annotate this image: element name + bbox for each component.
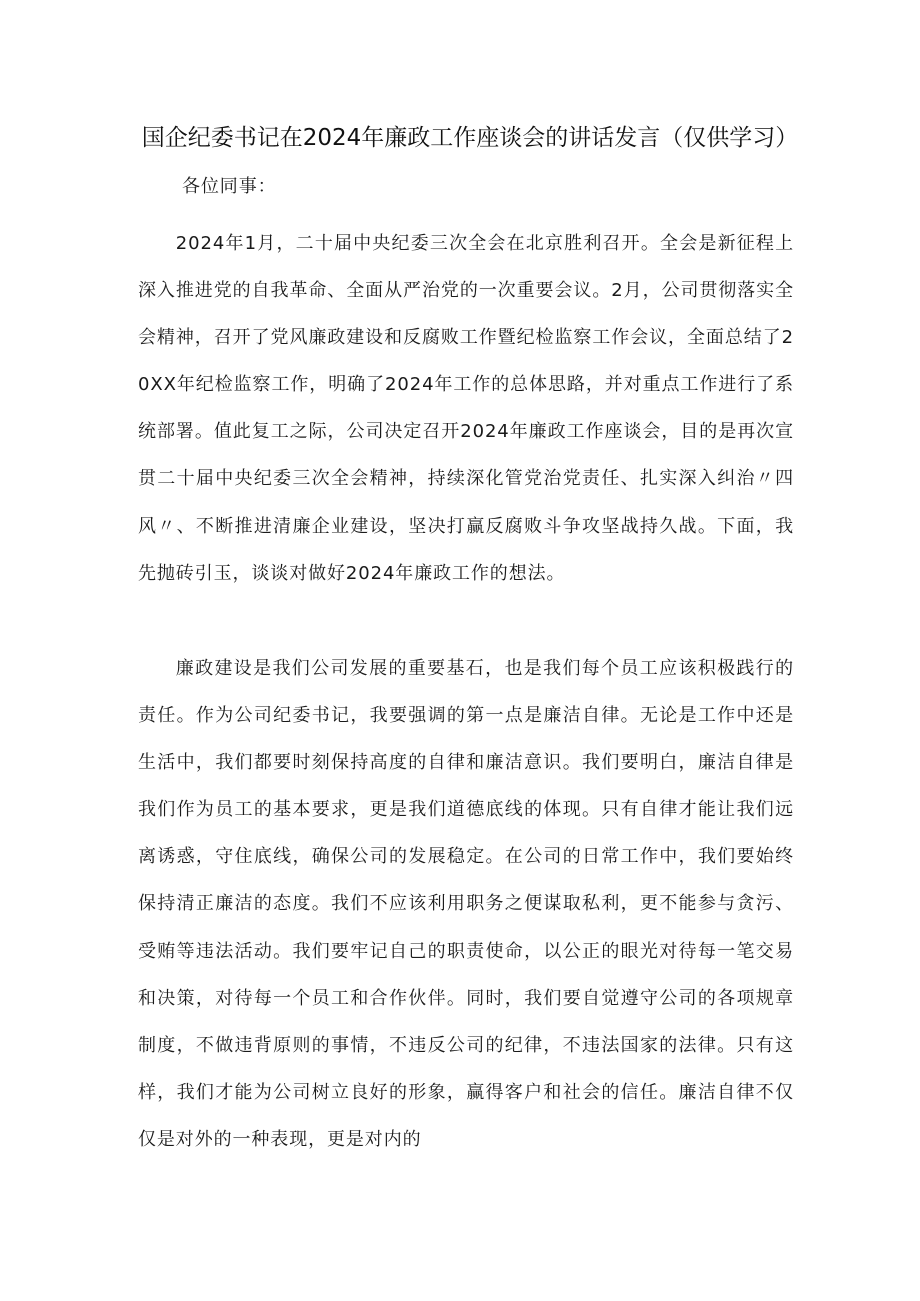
paragraph-1: 2024年1月，二十届中央纪委三次全会在北京胜利召开。全会是新征程上深入推进党的自我革命、全面从严治党的一次重要会议。2月，公司贯彻落实全会精神，召开了党风廉政建设和反腐败工作暨纪检监察工作会议，全面总结了20XX年纪检监察工作，明确了2024年工作的总体思路，并对重点工作进行了系统部署。值此复工之际，公司决定召开2024年廉政工作座谈会，目的是再次宣贯二十届中央纪委三次全会精神，持续深化管党治党责任、扎实深入纠治〃四风〃、不断推进清廉企业建设，坚决打赢反腐败斗争攻坚战持久战。下面，我先抛砖引玉，谈谈对做好2024年廉政工作的想法。	[138, 233, 794, 584]
page-title: 国企纪委书记在2024年廉政工作座谈会的讲话发言（仅供学习）	[141, 125, 799, 151]
salutation: 各位同事：	[182, 176, 277, 197]
document-body-continued	[138, 645, 794, 1163]
document-body	[138, 220, 794, 597]
paragraph-2: 廉政建设是我们公司发展的重要基石，也是我们每个员工应该积极践行的责任。作为公司纪委书记，我要强调的第一点是廉洁自律。无论是工作中还是生活中，我们都要时刻保持高度的自律和廉洁意识。我们要明白，廉洁自律是我们作为员工的基本要求，更是我们道德底线的体现。只有自律才能让我们远离诱惑，守住底线，确保公司的发展稳定。在公司的日常工作中，我们要始终保持清正廉洁的态度。我们不应该利用职务之便谋取私利，更不能参与贪污、受贿等违法活动。我们要牢记自己的职责使命，以公正的眼光对待每一笔交易和决策，对待每一个员工和合作伙伴。同时，我们要自觉遵守公司的各项规章制度，不做违背原则的事情，不违反公司的纪律，不违法国家的法律。只有这样，我们才能为公司树立良好的形象，赢得客户和社会的信任。廉洁自律不仅仅是对外的一种表现，更是对内的	[138, 658, 794, 1150]
